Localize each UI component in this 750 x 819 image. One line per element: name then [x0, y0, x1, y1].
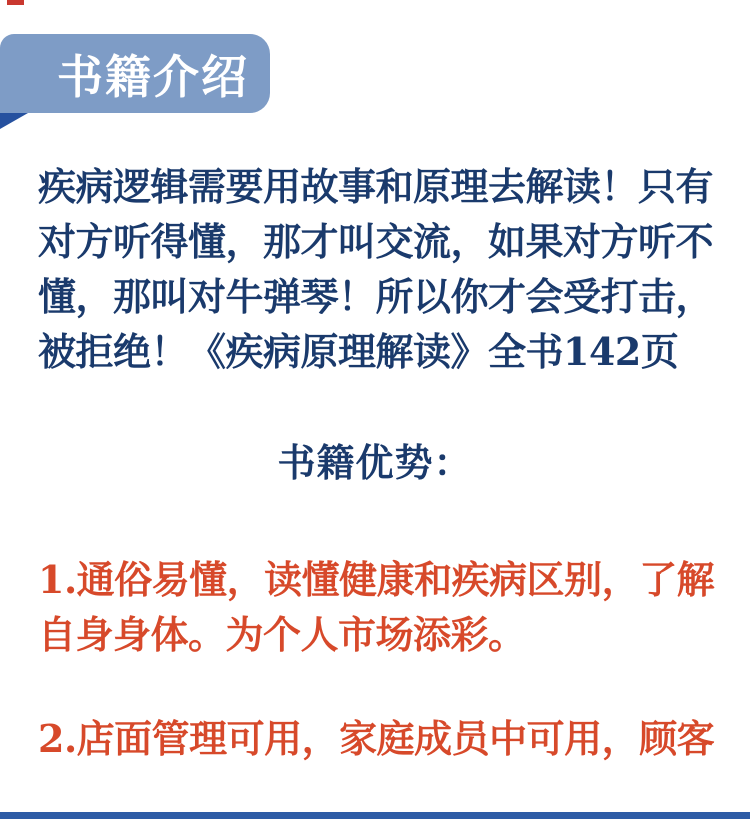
advantage-item-2 [38, 711, 738, 766]
intro-paragraph [38, 159, 728, 379]
advantages-heading: 书籍优势： [277, 440, 473, 485]
section-badge-label: 书籍介绍 [57, 49, 249, 104]
intro-line-3: 懂，那叫对牛弹琴！所以你才会受打击， [38, 274, 714, 319]
intro-line-2: 对方听得懂，那才叫交流，如果对方听不 [38, 219, 714, 264]
advantage-item-1 [38, 552, 738, 662]
bottom-edge-blue-bar [0, 812, 750, 819]
section-badge [0, 34, 270, 113]
badge-fold-triangle [0, 113, 28, 129]
intro-line-4: 被拒绝！《疾病原理解读》全书142页 [38, 329, 679, 374]
advantage-2-line-1: 2.店面管理可用，家庭成员中可用，顾客 [38, 716, 715, 761]
intro-line-1: 疾病逻辑需要用故事和原理去解读！只有 [38, 164, 714, 209]
top-edge-red-mark [7, 0, 24, 5]
advantage-1-line-2: 自身身体。为个人市场添彩。 [38, 612, 526, 657]
advantage-1-line-1: 1.通俗易懂，读懂健康和疾病区别，了解 [38, 557, 715, 602]
